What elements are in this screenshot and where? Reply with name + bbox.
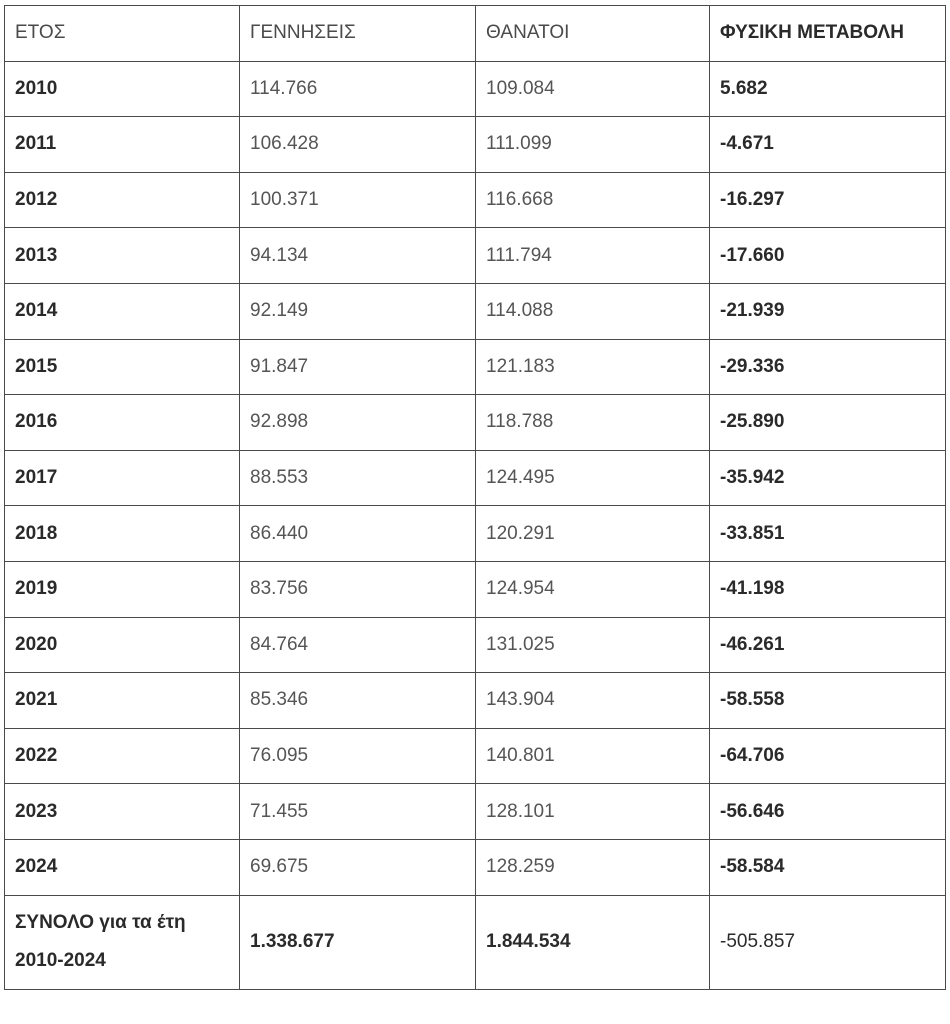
total-label [5, 895, 240, 989]
table-row [5, 450, 946, 506]
cell-year: 2016 [5, 395, 240, 451]
cell-year: 2021 [5, 673, 240, 729]
total-births: 1.338.677 [240, 895, 476, 989]
header-natural-change: ΦΥΣΙΚΗ ΜΕΤΑΒΟΛΗ [710, 6, 946, 62]
cell-deaths: 124.495 [476, 450, 710, 506]
cell-deaths: 118.788 [476, 395, 710, 451]
cell-natural-change: -35.942 [710, 450, 946, 506]
cell-deaths: 114.088 [476, 283, 710, 339]
table-body [5, 61, 946, 989]
cell-year: 2019 [5, 561, 240, 617]
cell-births: 86.440 [240, 506, 476, 562]
cell-births: 76.095 [240, 728, 476, 784]
cell-deaths: 128.259 [476, 839, 710, 895]
header-deaths: ΘΑΝΑΤΟΙ [476, 6, 710, 62]
cell-births: 91.847 [240, 339, 476, 395]
cell-deaths: 124.954 [476, 561, 710, 617]
header-year: ΕΤΟΣ [5, 6, 240, 62]
cell-births: 85.346 [240, 673, 476, 729]
table-header-row [5, 6, 946, 62]
cell-natural-change: -58.584 [710, 839, 946, 895]
cell-natural-change: -33.851 [710, 506, 946, 562]
births-deaths-table [4, 5, 946, 990]
cell-births: 94.134 [240, 228, 476, 284]
cell-year: 2017 [5, 450, 240, 506]
cell-natural-change: -16.297 [710, 172, 946, 228]
cell-births: 100.371 [240, 172, 476, 228]
cell-natural-change: 5.682 [710, 61, 946, 117]
cell-deaths: 121.183 [476, 339, 710, 395]
cell-year: 2023 [5, 784, 240, 840]
cell-natural-change: -21.939 [710, 283, 946, 339]
table-row [5, 117, 946, 173]
cell-natural-change: -25.890 [710, 395, 946, 451]
cell-year: 2022 [5, 728, 240, 784]
table-row [5, 228, 946, 284]
cell-deaths: 109.084 [476, 61, 710, 117]
cell-births: 106.428 [240, 117, 476, 173]
table-row [5, 673, 946, 729]
cell-deaths: 111.794 [476, 228, 710, 284]
cell-year: 2015 [5, 339, 240, 395]
table-row [5, 339, 946, 395]
table-row [5, 784, 946, 840]
cell-year: 2013 [5, 228, 240, 284]
cell-births: 88.553 [240, 450, 476, 506]
table-row [5, 395, 946, 451]
table-row [5, 728, 946, 784]
cell-natural-change: -41.198 [710, 561, 946, 617]
cell-deaths: 116.668 [476, 172, 710, 228]
cell-natural-change: -56.646 [710, 784, 946, 840]
cell-births: 114.766 [240, 61, 476, 117]
cell-births: 92.898 [240, 395, 476, 451]
cell-deaths: 128.101 [476, 784, 710, 840]
header-births: ΓΕΝΝΗΣΕΙΣ [240, 6, 476, 62]
cell-deaths: 111.099 [476, 117, 710, 173]
total-label-line2: 2010-2024 [15, 950, 106, 971]
table-total-row [5, 895, 946, 989]
cell-year: 2024 [5, 839, 240, 895]
cell-deaths: 120.291 [476, 506, 710, 562]
table-row [5, 561, 946, 617]
cell-year: 2020 [5, 617, 240, 673]
total-deaths: 1.844.534 [476, 895, 710, 989]
cell-natural-change: -58.558 [710, 673, 946, 729]
cell-births: 92.149 [240, 283, 476, 339]
cell-births: 71.455 [240, 784, 476, 840]
cell-deaths: 143.904 [476, 673, 710, 729]
cell-year: 2010 [5, 61, 240, 117]
cell-natural-change: -46.261 [710, 617, 946, 673]
cell-natural-change: -17.660 [710, 228, 946, 284]
total-natural-change: -505.857 [710, 895, 946, 989]
cell-year: 2014 [5, 283, 240, 339]
table-row [5, 61, 946, 117]
cell-deaths: 140.801 [476, 728, 710, 784]
cell-year: 2018 [5, 506, 240, 562]
table-row [5, 283, 946, 339]
table-row [5, 839, 946, 895]
cell-year: 2011 [5, 117, 240, 173]
cell-births: 84.764 [240, 617, 476, 673]
table-row [5, 506, 946, 562]
table-row [5, 172, 946, 228]
total-label-line1: ΣΥΝΟΛΟ για τα έτη [15, 912, 186, 933]
cell-natural-change: -29.336 [710, 339, 946, 395]
cell-natural-change: -4.671 [710, 117, 946, 173]
cell-deaths: 131.025 [476, 617, 710, 673]
cell-natural-change: -64.706 [710, 728, 946, 784]
cell-year: 2012 [5, 172, 240, 228]
cell-births: 83.756 [240, 561, 476, 617]
cell-births: 69.675 [240, 839, 476, 895]
table-row [5, 617, 946, 673]
